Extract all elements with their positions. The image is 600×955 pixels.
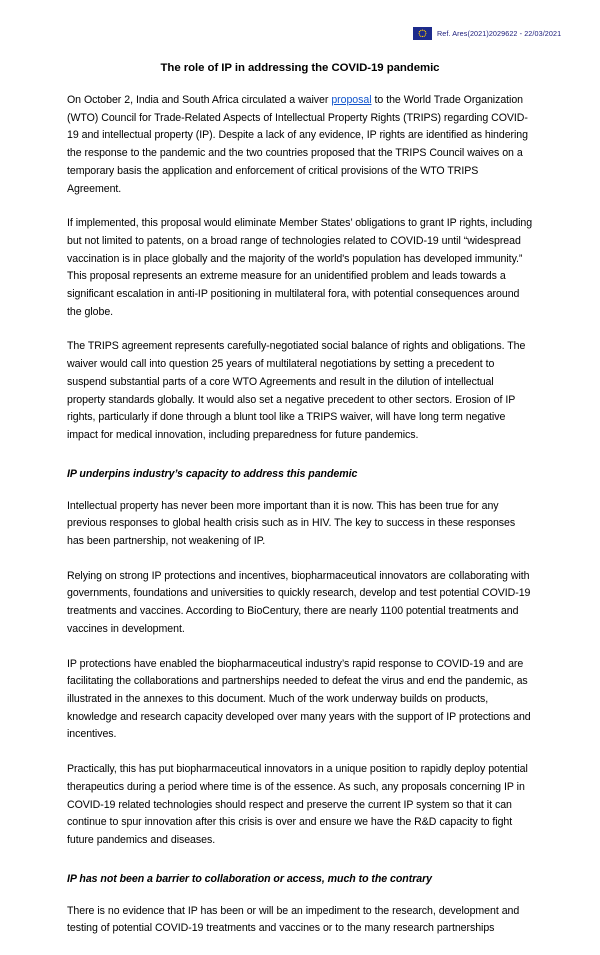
paragraph-ip-protections: IP protections have enabled the biopharmaceutical industry’s rapid response to COVID-19 and are facilitating the collaborations and partnerships needed to defeat the virus and end the pandemic, as illustrated in the annexes to this document. Much of the work underway builds on products, knowledge and research capacity developed over many years with the support of IP protections and incentives. <box>67 657 531 741</box>
paragraph-intro <box>67 92 533 198</box>
paragraph-ip-importance: Intellectual property has never been more important than it is now. This has been true for any previous responses to global health crisis such as in HIV. The key to success in these responses has been partnership, not weakening of IP. <box>67 499 516 548</box>
paragraph-implementation: If implemented, this proposal would eliminate Member States’ obligations to grant IP rights, including but not limited to patents, on a broad range of technologies related to COVID-19 until “widespread vaccination is in place globally and the majority of the world's population has developed immunity.” This proposal represents an extreme measure for an unidentified problem and leads towards a significant escalation in anti-IP positioning in multilateral fora, with potential consequences around the globe. <box>67 217 533 318</box>
paragraph-intro-after-link: to the World Trade Organization (WTO) Council for Trade-Related Aspects of Intellectual Property Rights (TRIPS) regarding COVID-19 and intellectual property (IP). Despite a lack of any evidence, IP rights are identified as hindering the response to the pandemic and the two countries proposed that the TRIPS Council waives on a temporary basis the application and enforcement of critical provisions of the WTO TRIPS Agreement. <box>67 94 528 195</box>
paragraph-practically: Practically, this has put biopharmaceutical innovators in a unique position to rapidly deploy potential therapeutics during a period where time is of the essence. As such, any proposals concerning IP in COVID-19 related technologies should respect and preserve the current IP system so that it can continue to spur innovation after this crisis is over and ensure we have the R&D capacity to fight future pandemics and diseases. <box>67 763 528 846</box>
section-heading-ip-underpins: IP underpins industry’s capacity to address this pandemic <box>67 467 358 480</box>
paragraph-collaboration: Relying on strong IP protections and incentives, biopharmaceutical innovators are collaborating with governments, foundations and universities to quickly research, develop and test potential COVID-19 treatments and vaccines. According to BioCentury, there are nearly 1100 potential treatments and vaccines in development. <box>67 569 531 635</box>
document-content <box>67 62 533 955</box>
paragraph-no-evidence: There is no evidence that IP has been or will be an impediment to the research, development and testing of potential COVID-19 treatments and vaccines or to the many research partnerships <box>67 904 520 935</box>
proposal-link[interactable]: proposal <box>331 94 372 106</box>
ares-reference-text: Ref. Ares(2021)2029622 - 22/03/2021 <box>437 29 562 38</box>
page-title: The role of IP in addressing the COVID-19 pandemic <box>160 62 440 74</box>
paragraph-intro-before-link: On October 2, India and South Africa circulated a waiver <box>67 94 332 106</box>
paragraph-trips-agreement: The TRIPS agreement represents carefully-negotiated social balance of rights and obligations. The waiver would call into question 25 years of multilateral negotiations by setting a precedent to suspend substantial parts of a core WTO Agreements and result in the dilution of intellectual property standards globally. It would also set a negative precedent to other sectors. Erosion of IP rights, particularly if done through a blunt tool like a TRIPS waiver, will have long term negative impact for medical innovation, including preparedness for future pandemics. <box>67 340 526 441</box>
eu-flag-icon <box>413 27 432 40</box>
ares-registration-stamp <box>413 27 561 40</box>
section-heading-no-barrier: IP has not been a barrier to collaboration or access, much to the contrary <box>67 872 433 885</box>
